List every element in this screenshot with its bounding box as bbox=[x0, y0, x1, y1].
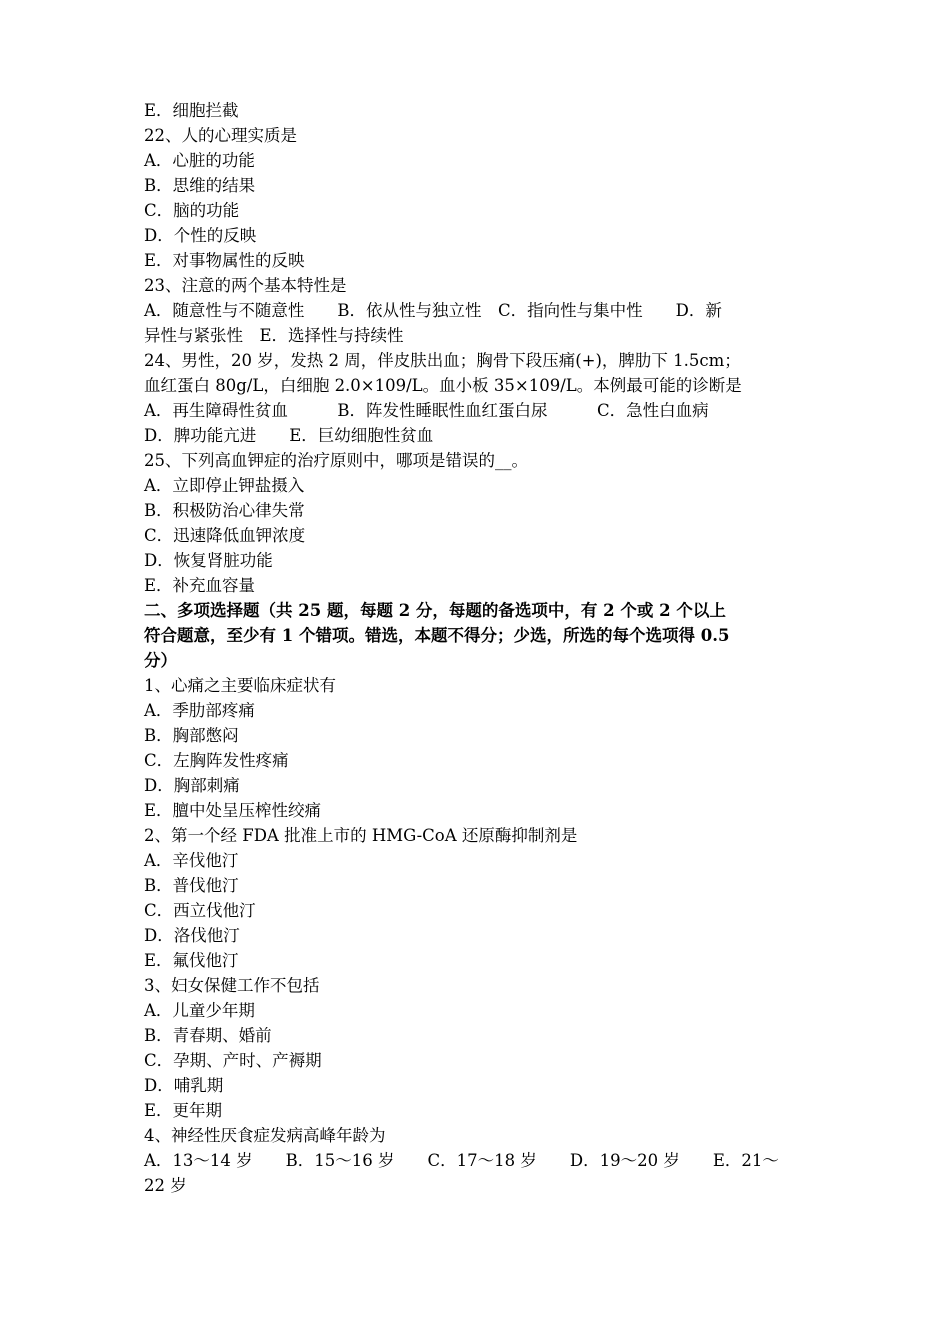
section-heading: 二、多项选择题（共 25 题，每题 2 分，每题的备选项中，有 2 个或 2 个以上 bbox=[144, 601, 726, 620]
option-line: C．孕期、产时、产褥期 bbox=[144, 1051, 322, 1070]
document-page bbox=[144, 98, 808, 1198]
option-line: C．脑的功能 bbox=[144, 201, 240, 220]
option-line: E．更年期 bbox=[144, 1101, 223, 1120]
option-line: E．补充血容量 bbox=[144, 576, 256, 595]
option-line: B．青春期、婚前 bbox=[144, 1026, 272, 1045]
option-line: 22 岁 bbox=[144, 1176, 187, 1195]
question-24-cont: 血红蛋白 80g/L，白细胞 2.0×109/L。血小板 35×109/L。本例最可能的诊断是 bbox=[144, 376, 742, 395]
option-line: A．随意性与不随意性 B．依从性与独立性 C．指向性与集中性 D．新 bbox=[144, 301, 722, 320]
question-3: 3、妇女保健工作不包括 bbox=[144, 976, 320, 995]
option-line: A．再生障碍性贫血 B．阵发性睡眠性血红蛋白尿 C．急性白血病 bbox=[144, 401, 709, 420]
option-line: C．迅速降低血钾浓度 bbox=[144, 526, 306, 545]
section-heading-cont: 符合题意，至少有 1 个错项。错选，本题不得分；少选，所选的每个选项得 0.5 bbox=[144, 626, 730, 645]
question-25: 25、下列高血钾症的治疗原则中，哪项是错误的__。 bbox=[144, 451, 528, 470]
option-line: B．普伐他汀 bbox=[144, 876, 239, 895]
option-line: D．哺乳期 bbox=[144, 1076, 224, 1095]
question-24: 24、男性，20 岁，发热 2 周，伴皮肤出血；胸骨下段压痛(+)，脾肋下 1.5cm； bbox=[144, 351, 741, 370]
option-line: A．心脏的功能 bbox=[144, 151, 255, 170]
option-line: A．13～14 岁 B．15～16 岁 C．17～18 岁 D．19～20 岁 E．21～ bbox=[144, 1151, 779, 1170]
option-line: B．积极防治心律失常 bbox=[144, 501, 305, 520]
question-2: 2、第一个经 FDA 批准上市的 HMG-CoA 还原酶抑制剂是 bbox=[144, 826, 578, 845]
option-line: E．氟伐他汀 bbox=[144, 951, 239, 970]
option-line: 异性与紧张性 E．选择性与持续性 bbox=[144, 326, 404, 345]
question-23: 23、注意的两个基本特性是 bbox=[144, 276, 347, 295]
option-line: A．季肋部疼痛 bbox=[144, 701, 255, 720]
option-line: C．西立伐他汀 bbox=[144, 901, 256, 920]
option-line: D．个性的反映 bbox=[144, 226, 257, 245]
section-heading-end: 分） bbox=[144, 651, 177, 670]
option-line: A．儿童少年期 bbox=[144, 1001, 255, 1020]
option-line: B．胸部憋闷 bbox=[144, 726, 239, 745]
option-line: D．洛伐他汀 bbox=[144, 926, 240, 945]
question-1: 1、心痛之主要临床症状有 bbox=[144, 676, 336, 695]
option-line: D．脾功能亢进 E．巨幼细胞性贫血 bbox=[144, 426, 434, 445]
text-line: E．细胞拦截 bbox=[144, 101, 239, 120]
option-line: C．左胸阵发性疼痛 bbox=[144, 751, 289, 770]
question-22: 22、人的心理实质是 bbox=[144, 126, 297, 145]
option-line: B．思维的结果 bbox=[144, 176, 256, 195]
question-4: 4、神经性厌食症发病高峰年龄为 bbox=[144, 1126, 386, 1145]
option-line: D．胸部刺痛 bbox=[144, 776, 240, 795]
option-line: E．对事物属性的反映 bbox=[144, 251, 305, 270]
option-line: D．恢复肾脏功能 bbox=[144, 551, 273, 570]
option-line: E．膻中处呈压榨性绞痛 bbox=[144, 801, 322, 820]
option-line: A．辛伐他汀 bbox=[144, 851, 239, 870]
option-line: A．立即停止钾盐摄入 bbox=[144, 476, 305, 495]
